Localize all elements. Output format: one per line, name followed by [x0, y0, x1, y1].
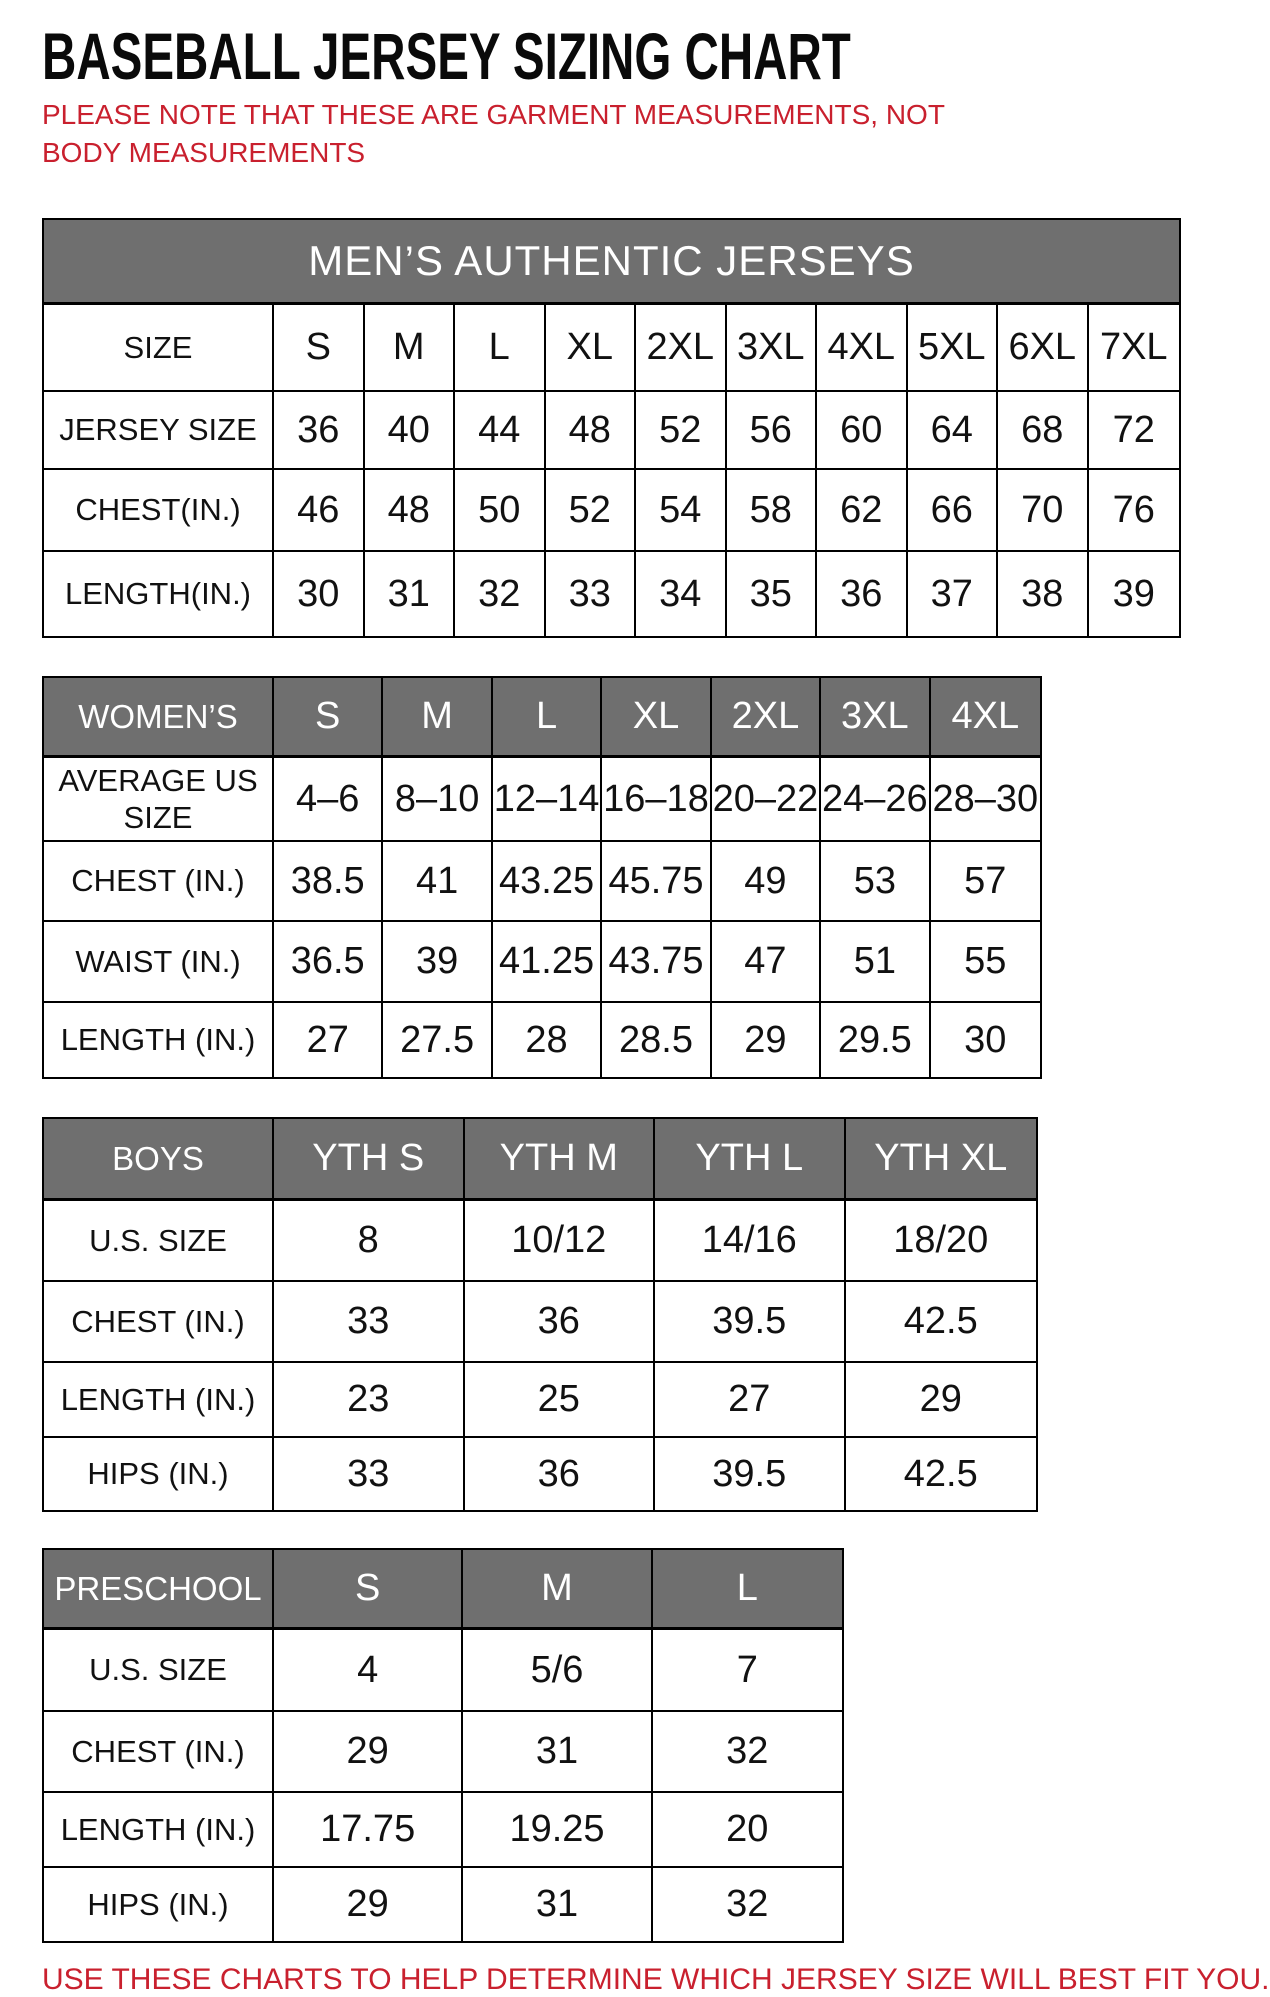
table-header-row: [44, 220, 1179, 305]
row-label-cell: CHEST (IN.): [44, 1712, 274, 1791]
header-label-cell: BOYS: [44, 1119, 274, 1198]
value-cell: 48: [365, 470, 456, 550]
value-cell: 43.25: [493, 842, 602, 920]
value-cell: 12–14: [493, 758, 602, 840]
value-cell: 31: [463, 1868, 652, 1941]
row-label-cell: SIZE: [44, 305, 274, 390]
value-cell: 17.75: [274, 1793, 463, 1866]
value-cell: 76: [1112, 488, 1155, 531]
value-cell: 28: [493, 1003, 602, 1077]
table-row: [44, 1282, 1036, 1363]
value-cell: 4XL: [817, 305, 908, 390]
header-size-cell: XL: [602, 678, 711, 755]
value-cell: 42.5: [903, 1452, 978, 1495]
value-cell: 40: [365, 392, 456, 468]
table-row: [44, 922, 1040, 1003]
value-cell: 53: [821, 842, 930, 920]
footer-note: USE THESE CHARTS TO HELP DETERMINE WHICH JERSEY SIZE WILL BEST FIT YOU.: [42, 1963, 1270, 1996]
value-cell: 8–10: [383, 758, 492, 840]
value-cell: 19.25: [463, 1793, 652, 1866]
table-row: [44, 1003, 1040, 1077]
header-size-cell: 4XL: [951, 695, 1020, 737]
value-cell: 45.75: [602, 842, 711, 920]
value-cell: 6XL: [998, 305, 1089, 390]
value-cell: 20–22: [712, 758, 821, 840]
header-size-cell: L: [736, 1567, 758, 1609]
table-row: [44, 1363, 1036, 1438]
table-row: [44, 842, 1040, 922]
value-cell: 36: [817, 552, 908, 636]
row-label-cell: CHEST (IN.): [44, 842, 274, 920]
table-body: [44, 758, 1040, 1077]
value-cell: 62: [817, 470, 908, 550]
table-row: [44, 1868, 842, 1941]
header-size-cell: L: [493, 678, 602, 755]
page-title: BASEBALL JERSEY SIZING CHART: [42, 19, 851, 93]
value-cell: L: [455, 305, 546, 390]
value-cell: 28.5: [602, 1003, 711, 1077]
value-cell: 24–26: [821, 758, 930, 840]
value-cell: 55: [964, 940, 1007, 982]
value-cell: 50: [455, 470, 546, 550]
table-row: [44, 1630, 842, 1712]
value-cell: 41: [383, 842, 492, 920]
value-cell: 2XL: [636, 305, 727, 390]
value-cell: 39: [383, 922, 492, 1001]
value-cell: 34: [636, 552, 727, 636]
value-cell: 5/6: [463, 1630, 652, 1710]
header-size-cell: YTH M: [465, 1119, 656, 1198]
value-cell: 42.5: [903, 1300, 978, 1342]
header-size-cell: 3XL: [821, 678, 930, 755]
table-header-row: [44, 1550, 842, 1630]
value-cell: 37: [908, 552, 999, 636]
value-cell: 18/20: [893, 1219, 989, 1261]
value-cell: 28–30: [932, 777, 1039, 820]
value-cell: 46: [274, 470, 365, 550]
row-label-cell: U.S. SIZE: [44, 1201, 274, 1280]
value-cell: 32: [455, 552, 546, 636]
value-cell: 49: [712, 842, 821, 920]
value-cell: 31: [365, 552, 456, 636]
value-cell: 32: [726, 1730, 769, 1772]
value-cell: 68: [998, 392, 1089, 468]
row-label-cell: HIPS (IN.): [44, 1868, 274, 1941]
value-cell: 29: [274, 1712, 463, 1791]
row-label-cell: LENGTH (IN.): [44, 1363, 274, 1436]
table-row: [44, 392, 1179, 470]
table-row: [44, 1793, 842, 1868]
table-row: [44, 758, 1040, 842]
value-cell: 41.25: [493, 922, 602, 1001]
header-size-cell: YTH XL: [874, 1137, 1008, 1179]
value-cell: 56: [727, 392, 818, 468]
value-cell: 29: [274, 1868, 463, 1941]
row-label-cell: CHEST(IN.): [44, 470, 274, 550]
row-label-cell: JERSEY SIZE: [44, 392, 274, 468]
table-body: [44, 305, 1179, 636]
boys-sizing-table: [42, 1117, 1038, 1512]
value-cell: 4: [274, 1630, 463, 1710]
value-cell: 27: [655, 1363, 846, 1436]
header-size-cell: S: [274, 678, 383, 755]
value-cell: 38: [998, 552, 1089, 636]
value-cell: 5XL: [908, 305, 999, 390]
value-cell: 33: [274, 1438, 465, 1510]
value-cell: 29: [712, 1003, 821, 1077]
value-cell: 39.5: [655, 1438, 846, 1510]
value-cell: 23: [274, 1363, 465, 1436]
header-size-cell: YTH S: [274, 1119, 465, 1198]
value-cell: 36.5: [274, 922, 383, 1001]
header-size-cell: S: [274, 1550, 463, 1627]
table-body: [44, 1201, 1036, 1510]
table-body: [44, 1630, 842, 1941]
mens-authentic-jerseys-table: [42, 218, 1181, 638]
value-cell: 43.75: [602, 922, 711, 1001]
value-cell: 36: [465, 1438, 656, 1510]
value-cell: 31: [463, 1712, 652, 1791]
value-cell: 27: [274, 1003, 383, 1077]
value-cell: 20: [726, 1808, 769, 1850]
value-cell: 29: [919, 1378, 962, 1420]
row-label-cell: CHEST (IN.): [44, 1282, 274, 1361]
value-cell: 29.5: [821, 1003, 930, 1077]
value-cell: M: [365, 305, 456, 390]
value-cell: 30: [274, 552, 365, 636]
value-cell: 4–6: [274, 758, 383, 840]
row-label-cell: LENGTH (IN.): [44, 1793, 274, 1866]
value-cell: 52: [636, 392, 727, 468]
value-cell: 14/16: [655, 1201, 846, 1280]
value-cell: 72: [1112, 408, 1155, 451]
value-cell: 25: [465, 1363, 656, 1436]
value-cell: XL: [546, 305, 637, 390]
row-label-cell: HIPS (IN.): [44, 1438, 274, 1510]
value-cell: 57: [964, 859, 1007, 902]
value-cell: 48: [546, 392, 637, 468]
table-row: [44, 1438, 1036, 1510]
table-row: [44, 1712, 842, 1793]
table-row: [44, 305, 1179, 392]
value-cell: 66: [908, 470, 999, 550]
value-cell: 70: [998, 470, 1089, 550]
table-row: [44, 552, 1179, 636]
header-size-cell: YTH L: [655, 1119, 846, 1198]
header-size-cell: M: [383, 678, 492, 755]
table-header-row: [44, 1119, 1036, 1201]
row-label-cell: AVERAGE US SIZE: [44, 758, 274, 840]
value-cell: 30: [964, 1018, 1007, 1061]
row-label-cell: LENGTH(IN.): [44, 552, 274, 636]
value-cell: 47: [712, 922, 821, 1001]
row-label-cell: LENGTH (IN.): [44, 1003, 274, 1077]
table-row: [44, 1201, 1036, 1282]
value-cell: 3XL: [727, 305, 818, 390]
value-cell: 10/12: [465, 1201, 656, 1280]
header-size-cell: M: [463, 1550, 652, 1627]
table-banner: MEN’S AUTHENTIC JERSEYS: [308, 237, 915, 284]
value-cell: 33: [274, 1282, 465, 1361]
value-cell: 64: [908, 392, 999, 468]
header-label-cell: WOMEN’S: [44, 678, 274, 755]
value-cell: 36: [274, 392, 365, 468]
value-cell: 60: [817, 392, 908, 468]
value-cell: 35: [727, 552, 818, 636]
value-cell: 38.5: [274, 842, 383, 920]
garment-measurement-note: PLEASE NOTE THAT THESE ARE GARMENT MEASUREMENTS, NOT BODY MEASUREMENTS: [42, 99, 945, 168]
value-cell: 36: [465, 1282, 656, 1361]
value-cell: 51: [821, 922, 930, 1001]
row-label-cell: U.S. SIZE: [44, 1630, 274, 1710]
value-cell: 52: [546, 470, 637, 550]
value-cell: 7XL: [1099, 326, 1168, 368]
value-cell: 39: [1112, 572, 1155, 615]
value-cell: S: [274, 305, 365, 390]
value-cell: 44: [455, 392, 546, 468]
row-label-cell: WAIST (IN.): [44, 922, 274, 1001]
value-cell: 58: [727, 470, 818, 550]
value-cell: 33: [546, 552, 637, 636]
value-cell: 32: [726, 1883, 769, 1925]
value-cell: 16–18: [602, 758, 711, 840]
table-row: [44, 470, 1179, 552]
womens-sizing-table: [42, 676, 1042, 1079]
value-cell: 8: [274, 1201, 465, 1280]
value-cell: 39.5: [655, 1282, 846, 1361]
value-cell: 27.5: [383, 1003, 492, 1077]
value-cell: 54: [636, 470, 727, 550]
header-size-cell: 2XL: [712, 678, 821, 755]
header-label-cell: PRESCHOOL: [44, 1550, 274, 1627]
preschool-sizing-table: [42, 1548, 844, 1943]
value-cell: 7: [736, 1648, 758, 1691]
table-header-row: [44, 678, 1040, 758]
